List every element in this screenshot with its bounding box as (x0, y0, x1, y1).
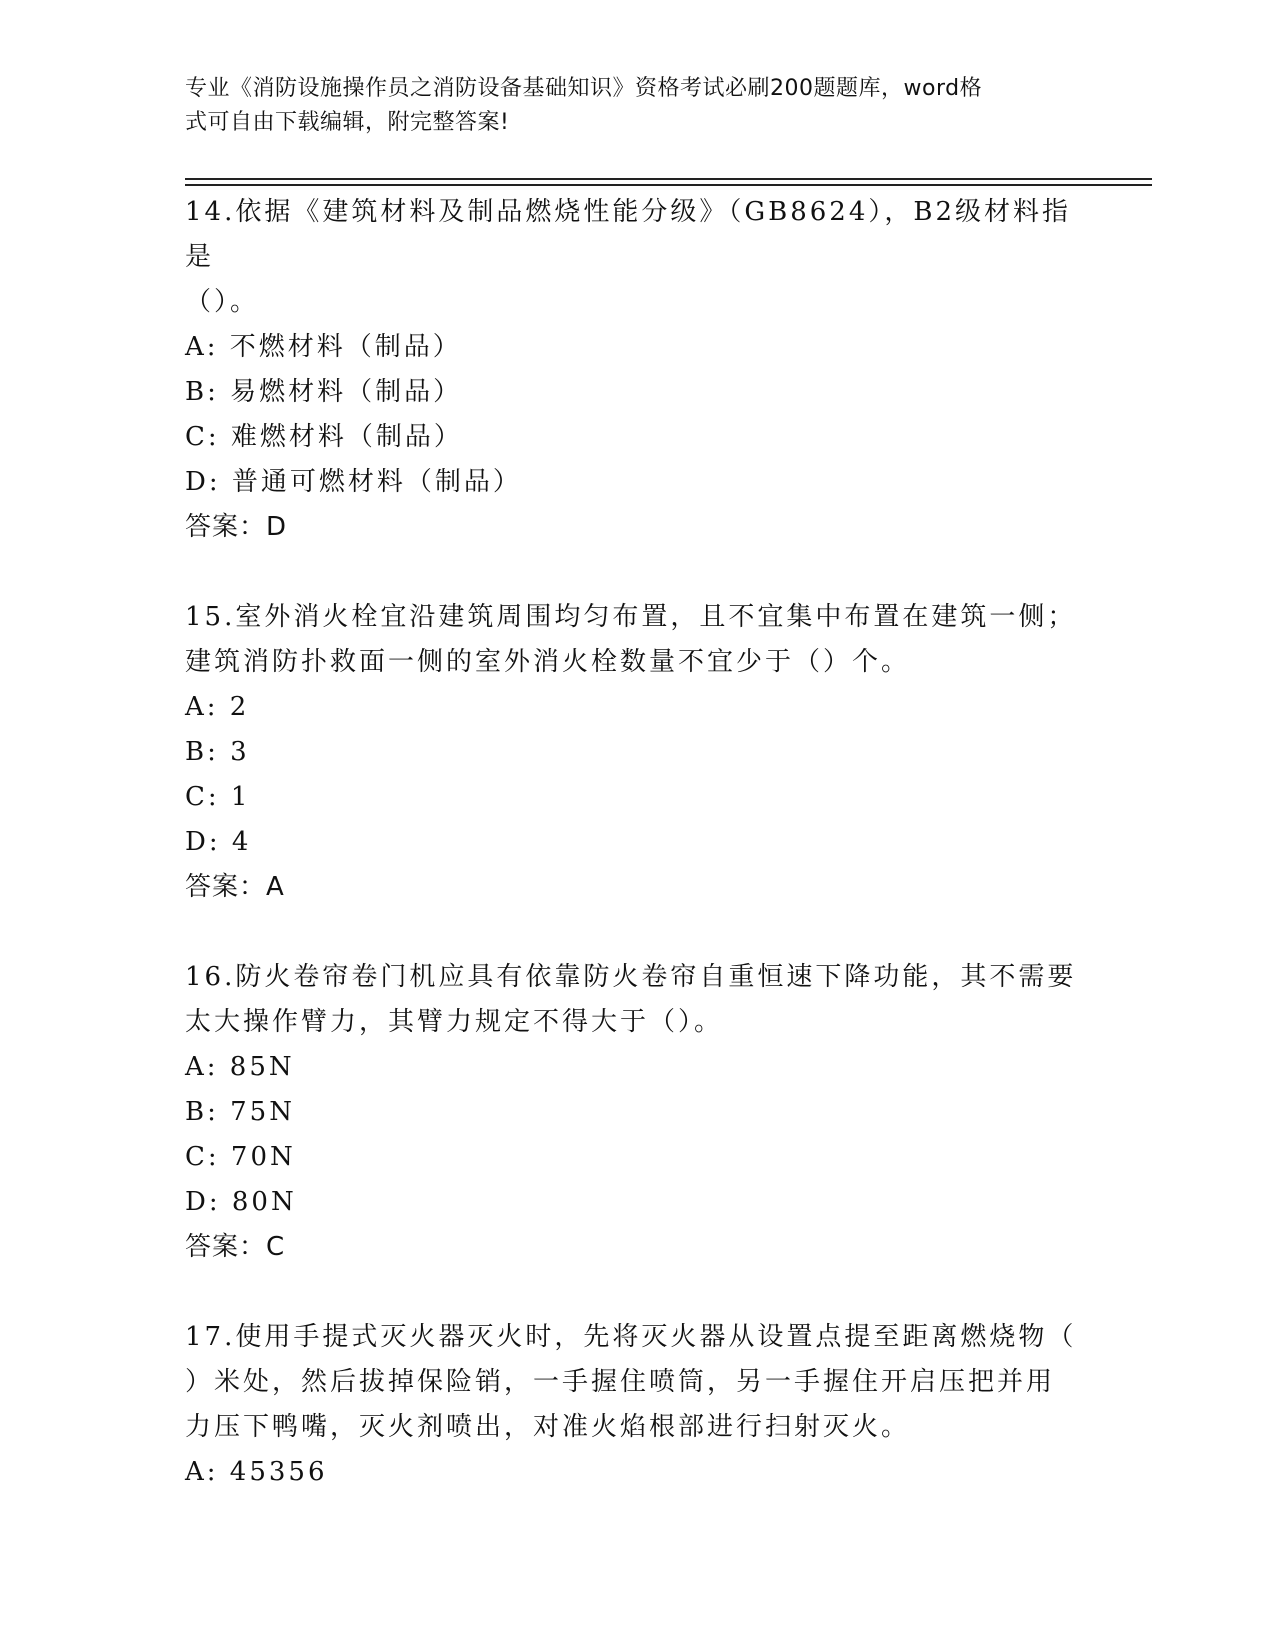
option-a: A: 45356 (185, 1457, 328, 1487)
option-a: A: 85N (185, 1052, 295, 1082)
answer-line: 答案：D (185, 512, 288, 542)
option-d: D: 80N (185, 1187, 297, 1217)
header-divider-bottom (185, 184, 1152, 186)
question-stem-line: 15.室外消火栓宜沿建筑周围均匀布置，且不宜集中布置在建筑一侧； (185, 602, 1077, 632)
question-14 (185, 190, 1085, 550)
option-c: C: 1 (185, 782, 251, 812)
question-stem-line: 建筑消防扑救面一侧的室外消火栓数量不宜少于（）个。 (185, 647, 911, 677)
option-a: A: 不燃材料（制品） (185, 332, 462, 362)
question-stem-line: 16.防火卷帘卷门机应具有依靠防火卷帘自重恒速下降功能，其不需要 (185, 962, 1077, 992)
question-stem-line: ）米处，然后拔掉保险销，一手握住喷筒，另一手握住开启压把并用 (185, 1367, 1056, 1397)
option-d: D: 普通可燃材料（制品） (185, 467, 522, 497)
question-spacer (185, 550, 1085, 595)
question-stem-line: （）。 (185, 287, 260, 317)
answer-line: 答案：A (185, 872, 285, 902)
question-17 (185, 1315, 1085, 1495)
option-c: C: 难燃材料（制品） (185, 422, 463, 452)
question-stem-line: 17.使用手提式灭火器灭火时，先将灭火器从设置点提至距离燃烧物（ (185, 1322, 1077, 1352)
option-d: D: 4 (185, 827, 252, 857)
option-b: B: 3 (185, 737, 250, 767)
option-b: B: 75N (185, 1097, 295, 1127)
question-list (185, 190, 1085, 1495)
option-b: B: 易燃材料（制品） (185, 377, 463, 407)
document-header (185, 72, 1065, 140)
question-spacer (185, 910, 1085, 955)
header-divider-top (185, 178, 1152, 180)
question-stem-line: 14.依据《建筑材料及制品燃烧性能分级》（GB8624），B2级材料指是 (185, 197, 1072, 272)
question-stem-line: 力压下鸭嘴，灭火剂喷出，对准火焰根部进行扫射灭火。 (185, 1412, 911, 1442)
question-16 (185, 955, 1085, 1270)
question-spacer (185, 1270, 1085, 1315)
option-c: C: 70N (185, 1142, 296, 1172)
answer-line: 答案：C (185, 1232, 286, 1262)
header-line-2: 式可自由下载编辑，附完整答案! (185, 110, 510, 135)
header-line-1: 专业《消防设施操作员之消防设备基础知识》资格考试必刷200题题库，word格 (185, 76, 983, 101)
question-stem-line: 太大操作臂力，其臂力规定不得大于（）。 (185, 1007, 724, 1037)
question-15 (185, 595, 1085, 910)
option-a: A: 2 (185, 692, 250, 722)
